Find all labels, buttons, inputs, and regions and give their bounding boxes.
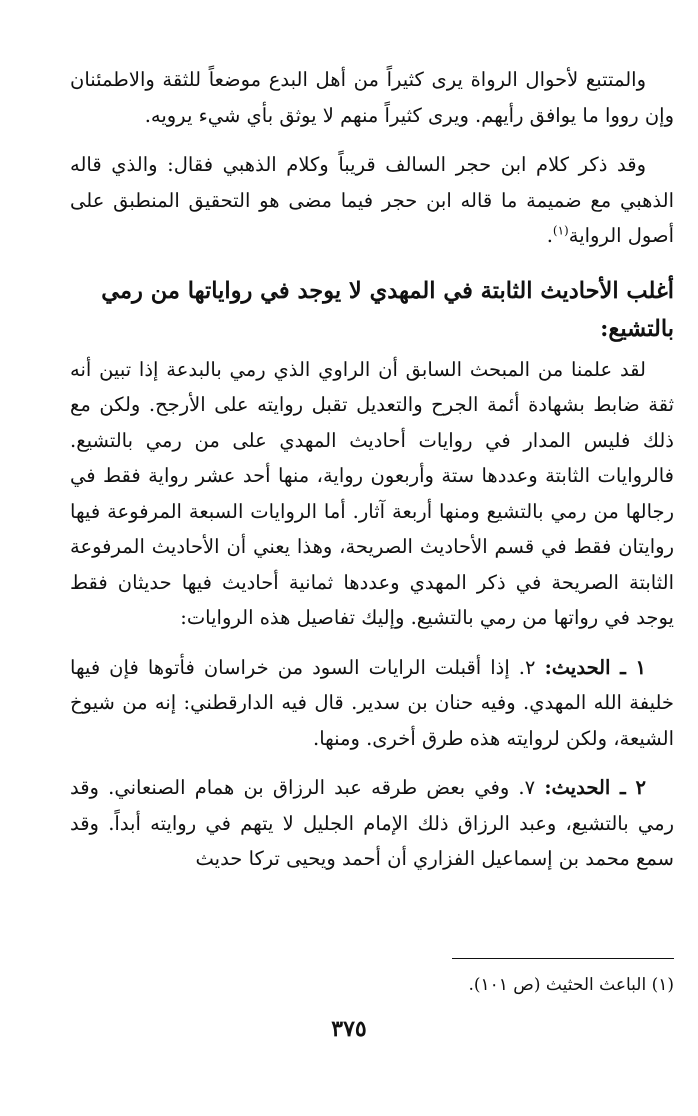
paragraph-2-end: . — [546, 224, 553, 247]
footnote-divider — [452, 958, 674, 959]
hadith-item-1-text: ٢. إذا أقبلت الرايات السود من خراسان فأتوها فإن فيها خليفة الله المهدي. وفيه حنان بن سدير. قال فيه الدارقطني: إنه من شيوخ الشيعة، ولكن لروايته هذه طرق أخرى. ومنها. — [70, 655, 674, 750]
hadith-item-2-text: ٧. وفي بعض طرقه عبد الرزاق بن همام الصنعاني. وقد رمي بالتشيع، وعبد الرزاق ذلك الإمام الجليل لا يتهم في روايته أبداً. وقد سمع محمد بن إسماعيل الفزاري أن أحمد ويحيى تركا حديث — [70, 776, 674, 870]
paragraph-2-text: وقد ذكر كلام ابن حجر السالف قريباً وكلام الذهبي فقال: والذي قاله الذهبي مع ضميمة ما قاله ابن حجر فيما مضى هو التحقيق المنطبق على أصول الرواية — [70, 153, 674, 247]
footnote: (١) الباعث الحثيث (ص ١٠١). — [468, 975, 674, 995]
hadith-item-2-label: ٢ ـ الحديث: — [544, 776, 647, 799]
paragraph-1: والمتتبع لأحوال الرواة يرى كثيراً من أهل البدع موضعاً للثقة والاطمئنان وإن رووا ما يوافق رأيهم. ويرى كثيراً منهم لا يوثق بأي شيء يرويه. — [70, 68, 674, 127]
hadith-item-1-label: ١ ـ الحديث: — [544, 655, 646, 679]
hadith-item-2 — [70, 770, 674, 877]
page-body — [70, 62, 674, 877]
footnote-reference: (١) — [552, 223, 569, 238]
paragraph-2 — [70, 147, 674, 254]
section-heading: أغلب الأحاديث الثابتة في المهدي لا يوجد في رواياتها من رمي بالتشيع: — [101, 277, 674, 342]
hadith-item-1 — [70, 650, 674, 757]
paragraph-3: لقد علمنا من المبحث السابق أن الراوي الذي رمي بالبدعة إذا تبين أنه ثقة ضابط بشهادة أئمة الجرح والتعديل تقبل روايته على الأرجح. ولكن مع ذلك فليس المدار في روايات أحاديث المهدي على من رمي بالتشيع. فالروايات الثابتة وعددها ستة وأربعون رواية، منها أحد عشر رواية فقط في رجالها من رمي بالتشيع ومنها أربعة آثار. أما الروايات السبعة المرفوعة فيها روايتان فقط في قسم الأحاديث الصريحة، وهذا يعني أن الأحاديث المرفوعة الثابتة الصريحة في ذكر المهدي وعددها ثمانية أحاديث فيها حديثان فقط يوجد في رواتها من رمي بالتشيع. وإليك تفاصيل هذه الروايات: — [70, 357, 674, 629]
page-number: ٣٧٥ — [331, 1016, 367, 1042]
